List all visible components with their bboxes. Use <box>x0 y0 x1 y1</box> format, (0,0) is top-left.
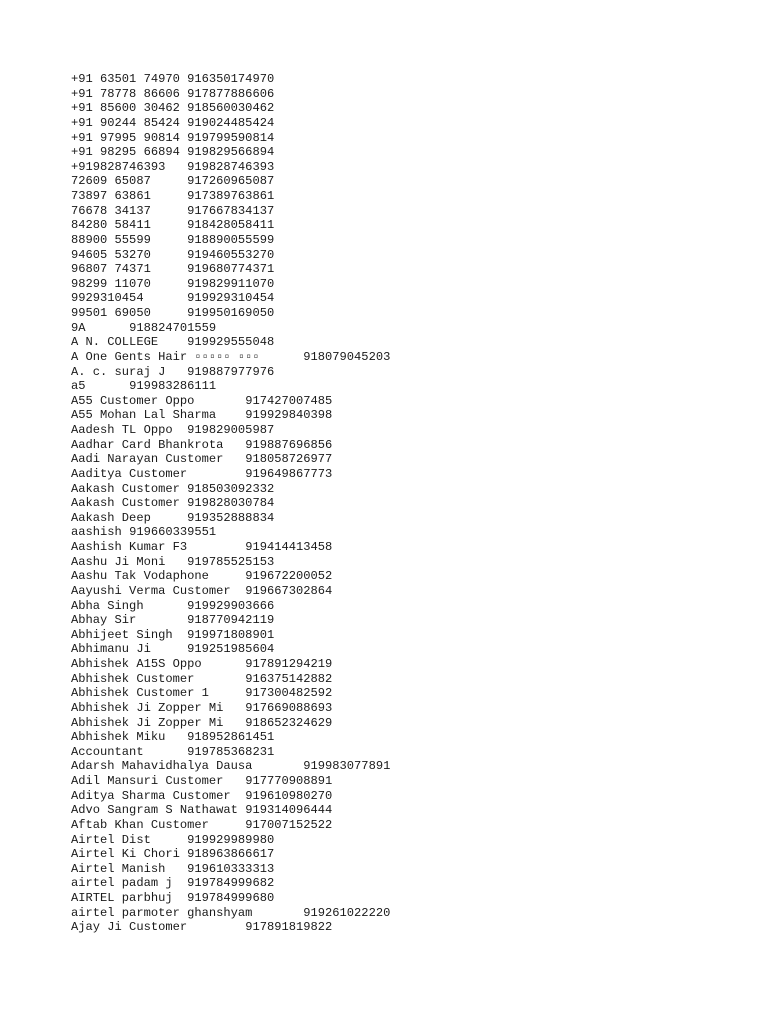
contact-line: Aftab Khan Customer 917007152522 <box>71 817 333 832</box>
contact-line: Aadesh TL Oppo 919829005987 <box>71 423 275 437</box>
contact-line: airtel padam j 919784999682 <box>71 876 275 891</box>
contact-line: A. c. suraj J 919887977976 <box>71 364 275 379</box>
contact-line: Aakash Deep 919352888834 <box>71 510 275 525</box>
contact-line: Abhijeet Singh 919971808901 <box>71 627 275 642</box>
contact-line: Airtel Ki Chori 918963866617 <box>71 847 275 862</box>
contact-line: 73897 63861 917389763861 <box>71 189 275 203</box>
contact-line: Abhimanu Ji 919251985604 <box>71 642 275 657</box>
contact-line: 9929310454 919929310454 <box>71 291 275 306</box>
contact-line: Airtel Manish 919610333313 <box>71 861 275 876</box>
contact-line: 99501 69050 919950169050 <box>71 306 275 320</box>
contact-line: Ajay Ji Customer 917891819822 <box>71 920 333 935</box>
contact-line: Aashu Tak Vodaphone 919672200052 <box>71 569 333 584</box>
contact-line: 94605 53270 919460553270 <box>71 247 275 262</box>
contact-line: A One Gents Hair ▫▫▫▫▫ ▫▫▫ 918079045203 <box>71 349 391 364</box>
contact-line: 88900 55599 918890055599 <box>71 232 275 247</box>
contact-list-document <box>71 72 751 935</box>
contact-line: A55 Customer Oppo 917427007485 <box>71 393 333 408</box>
contact-line: Abhay Sir 918770942119 <box>71 613 275 628</box>
contact-line: aashish 919660339551 <box>71 525 217 540</box>
contact-line: 76678 34137 917667834137 <box>71 203 275 218</box>
contact-line: Aayushi Verma Customer 919667302864 <box>71 583 333 598</box>
contact-line: A55 Mohan Lal Sharma 919929840398 <box>71 408 333 423</box>
contact-line: 98299 11070 919829911070 <box>71 276 275 291</box>
contact-line: Abhishek Ji Zopper Mi 917669088693 <box>71 700 333 715</box>
contact-line: Abhishek A15S Oppo 917891294219 <box>71 657 333 671</box>
contact-line: Abha Singh 919929903666 <box>71 598 275 613</box>
contact-line: 9A 918824701559 <box>71 320 217 335</box>
contact-line: airtel parmoter ghanshyam 919261022220 <box>71 905 391 920</box>
contact-line: Airtel Dist 919929989980 <box>71 832 275 847</box>
contact-line: AIRTEL parbhuj 919784999680 <box>71 891 275 905</box>
contact-line: +91 97995 90814 919799590814 <box>71 130 275 145</box>
contact-line: a5 919983286111 <box>71 379 217 394</box>
contact-line: Aaditya Customer 919649867773 <box>71 466 333 481</box>
contact-line: Accountant 919785368231 <box>71 744 275 759</box>
contact-line: Abhishek Ji Zopper Mi 918652324629 <box>71 715 333 730</box>
contact-line: Aadi Narayan Customer 918058726977 <box>71 452 333 467</box>
contact-line: 84280 58411 918428058411 <box>71 218 275 233</box>
contact-line: Aadhar Card Bhankrota 919887696856 <box>71 437 333 452</box>
contact-line: Aakash Customer 918503092332 <box>71 481 275 496</box>
contact-line: +91 63501 74970 916350174970 <box>71 72 275 86</box>
contact-line: +91 85600 30462 918560030462 <box>71 101 275 116</box>
contact-line: Adarsh Mahavidhalya Dausa 919983077891 <box>71 759 391 774</box>
contact-line: +91 98295 66894 919829566894 <box>71 145 275 160</box>
contact-line: +91 90244 85424 919024485424 <box>71 115 275 130</box>
contact-line: Aashu Ji Moni 919785525153 <box>71 554 275 569</box>
contact-line: Adil Mansuri Customer 917770908891 <box>71 774 333 788</box>
contact-line: Aditya Sharma Customer 919610980270 <box>71 788 333 803</box>
contact-line: Abhishek Customer 1 917300482592 <box>71 686 333 701</box>
contact-line: +919828746393 919828746393 <box>71 159 275 174</box>
contact-line: 72609 65087 917260965087 <box>71 174 275 189</box>
contact-line: +91 78778 86606 917877886606 <box>71 86 275 101</box>
contact-line: 96807 74371 919680774371 <box>71 262 275 277</box>
contact-line: Advo Sangram S Nathawat 919314096444 <box>71 803 333 818</box>
contact-line: Abhishek Customer 916375142882 <box>71 671 333 686</box>
contact-line: Aashish Kumar F3 919414413458 <box>71 540 333 554</box>
contact-line: Abhishek Miku 918952861451 <box>71 730 275 745</box>
contact-line: Aakash Customer 919828030784 <box>71 496 275 511</box>
contact-line: A N. COLLEGE 919929555048 <box>71 335 275 350</box>
